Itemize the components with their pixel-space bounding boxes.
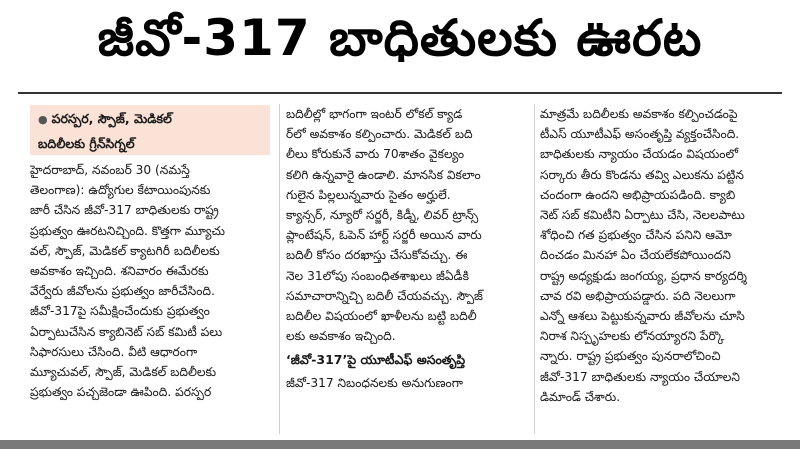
- highlight-line-2: బదిలీలకు గ్రీన్‌సిగ్నల్: [38, 136, 135, 151]
- column-line: గులైన పిల్లలున్నవారు సైతం అర్హులే.: [286, 187, 451, 202]
- column-line: చందంగా ఉందని అభిప్రాయపడింది. క్యాబి: [540, 187, 736, 202]
- column-line: తెలంగాణ): ఉద్యోగుల కేటాయింపునకు: [30, 183, 211, 198]
- column-line: సర్కారు తీరు కొండను తవ్వి ఎలుకను పట్టిన: [540, 167, 744, 182]
- column-line: జీవో-317పై సమీక్షించేందుకు ప్రభుత్వం: [30, 304, 210, 319]
- column-line: న్నారు. రాష్ట్ర ప్రభుత్వం పునరాలోచించి: [540, 349, 721, 364]
- column-line: దించడం మినహా ఏం చేయలేకపోయిందని: [540, 248, 731, 263]
- column-line: మాత్రమే బదిలీలకు అవకాశం కల్పించడంపై: [540, 107, 738, 121]
- column-line: టీఎస్ యూటీఎఫ్ అసంతృప్తి వ్యక్తంచేసింది.: [540, 127, 740, 142]
- column-line: ఎన్నో ఆశలు పెట్టుకున్నవారు జీవోలను చూసి: [540, 309, 745, 324]
- highlight-line-1: [38, 107, 262, 132]
- column-line: జారీ చేసిన జీవో-317 బాధితులకు రాష్ట్ర: [30, 203, 219, 218]
- column-line: నిరాశ నిస్పృహలకు లోనయ్యారని పేర్కొ: [540, 329, 725, 344]
- column-line: చావ రవి అభిప్రాయపడ్డారు. పది నెలలుగా: [540, 288, 736, 303]
- subheading: ‘జీవో-317’పై యూటీఎఫ్ అసంతృప్తి: [286, 352, 466, 368]
- article-column-1: [30, 160, 274, 402]
- column-line: ప్లాంటేషన్, ఓపెన్ హార్ట్ సర్జరీ అయిన వారు: [286, 228, 482, 243]
- headline-divider: [18, 92, 782, 94]
- column-line: బదిలీల్లో భాగంగా ఇంటర్ లోకల్ క్యాడ: [286, 107, 463, 121]
- column-line: శోధించి గత ప్రభుత్వం చేసిన పనిని ఆమో: [540, 228, 732, 243]
- column-divider: [534, 104, 535, 434]
- column-line: లకు అవకాశం ఇచ్చింది.: [286, 329, 396, 344]
- column-line: బాధితులకు న్యాయం చేయడం విషయంలో: [540, 147, 739, 162]
- column-divider: [279, 104, 280, 434]
- highlight-text-1: పరస్పర, స్పౌజ్, మెడికల్: [51, 111, 172, 126]
- column-line: ప్రభుత్వం ఊరటనిచ్చింది. కొత్తగా మ్యూచు: [30, 223, 225, 238]
- column-line: రాష్ట్ర అధ్యక్షుడు జంగయ్య, ప్రధాన కార్యదర్శి: [540, 268, 747, 283]
- column-line: జీవో-317 నిబంధనలకు అనుగుణంగా: [286, 375, 463, 390]
- column-line: కలిగి ఉన్నవారై ఉండాలి. మానసిక వికలాం: [286, 167, 481, 182]
- highlight-box: [30, 105, 270, 155]
- article-column-2: [286, 104, 530, 393]
- column-line: డిమాండ్ చేశారు.: [540, 389, 621, 404]
- column-line: సిఫారసులు చేసింది. వీటి ఆధారంగా: [30, 344, 198, 359]
- column-line: ర్‌లో అవకాశం కల్పించారు. మెడికల్ బది: [286, 127, 473, 142]
- column-line: క్యాన్సర్, న్యూరో సర్జరీ, కిడ్నీ, లివర్ ట్రాన్స్: [286, 208, 479, 223]
- column-line: సమాచారాన్నిచ్చి బదిలీ చేయవచ్చు. స్పౌజ్: [286, 288, 483, 303]
- column-line: వల్, స్పౌజ్, మెడికల్ క్యాటగిరీ బదిలీలకు: [30, 243, 220, 258]
- column-line: నెల 31లోపు సంబంధితశాఖలు జీఏడీకి: [286, 268, 469, 283]
- column-line: లీలు కోరుకునే వారు 70శాతం వైకల్యం: [286, 147, 465, 162]
- column-line: ప్రభుత్వం పచ్చజెండా ఊపింది. పరస్పర: [30, 385, 212, 400]
- article-column-3: [540, 104, 780, 407]
- bullet-icon: ●: [38, 113, 48, 126]
- column-line: అవకాశం ఇచ్చింది. శనివారం ఈమేరకు: [30, 264, 209, 279]
- bottom-bar: [0, 440, 800, 449]
- column-line: వేర్వేరు జీవోలను ప్రభుత్వం జారీచేసింది.: [30, 284, 215, 299]
- column-line: జీవో-317 బాధితులకు న్యాయం చేయాలని: [540, 369, 740, 384]
- column-line: నెట్ సబ్ కమిటీని ఏర్పాటు చేసి, నెలలపాటు: [540, 208, 745, 223]
- headline: జీవో-317 బాధితులకు ఊరట: [97, 8, 703, 67]
- column-line: ఏర్పాటుచేసిన క్యాబినెట్ సబ్ కమిటీ పలు: [30, 324, 223, 339]
- column-line: బదిలీల విషయంలో ఖాళీలను బట్టి బదిలీ: [286, 309, 477, 324]
- column-line: హైదరాబాద్, నవంబర్ 30 (నమస్తే: [30, 163, 190, 177]
- column-line: మ్యూచువల్, స్పౌజ్, మెడికల్ బదిలీలకు: [30, 365, 217, 380]
- column-line: బదిలీ కోసం దరఖాస్తు చేసుకోవచ్చు. ఈ: [286, 248, 468, 263]
